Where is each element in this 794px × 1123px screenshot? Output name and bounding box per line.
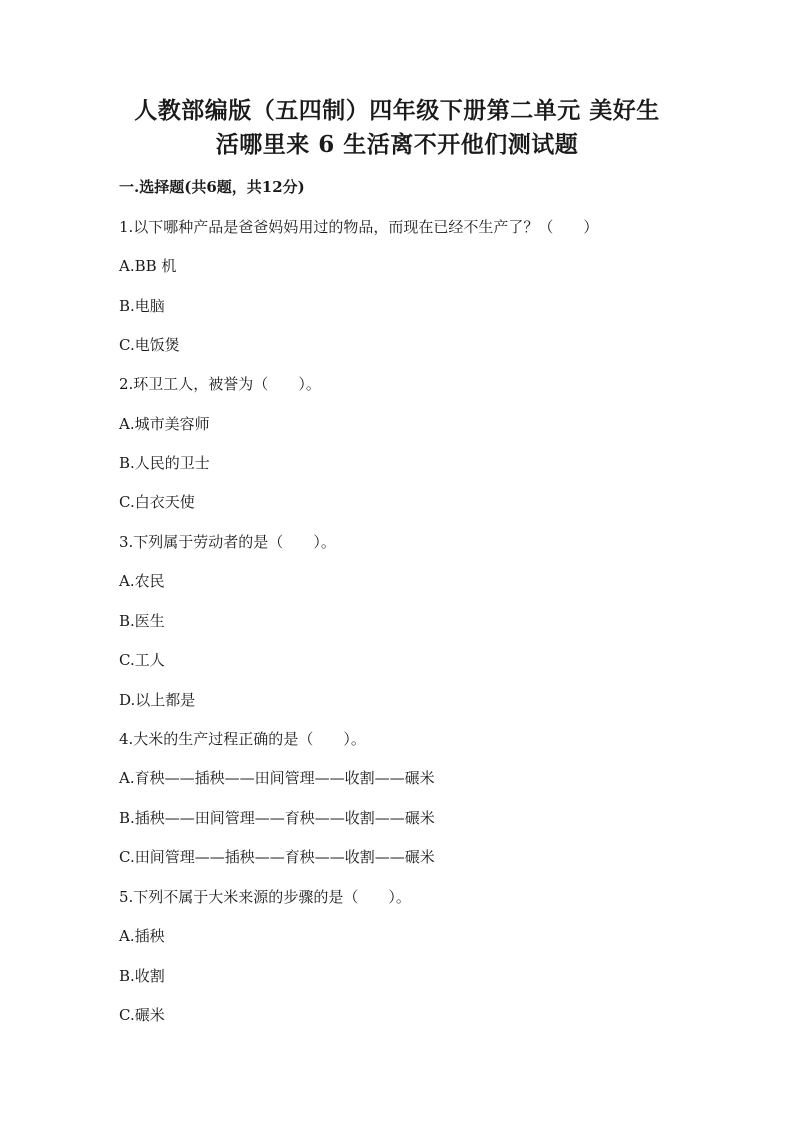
question-4-option-b: B.插秧——田间管理——育秧——收割——碾米 xyxy=(119,809,435,827)
question-4: 4.大米的生产过程正确的是（ ）。 xyxy=(119,730,366,748)
question-5-option-a: A.插秧 xyxy=(119,927,165,945)
question-3-option-c: C.工人 xyxy=(119,651,165,669)
question-3-option-b: B.医生 xyxy=(119,612,165,630)
question-4-option-a: A.育秧——插秧——田间管理——收割——碾米 xyxy=(119,769,435,787)
document-title-line-1: 人教部编版（五四制）四年级下册第二单元 美好生 xyxy=(134,97,660,124)
question-2-option-c: C.白衣天使 xyxy=(119,493,195,511)
question-3-option-d: D.以上都是 xyxy=(119,691,196,709)
document-title-line-2: 活哪里来 6 生活离不开他们测试题 xyxy=(215,131,579,158)
question-1-option-c: C.电饭煲 xyxy=(119,336,180,354)
question-2-option-b: B.人民的卫士 xyxy=(119,454,210,472)
question-2: 2.环卫工人，被誉为（ ）。 xyxy=(119,375,321,393)
section-heading: 一.选择题(共6题，共12分) xyxy=(119,178,305,196)
question-5: 5.下列不属于大米来源的步骤的是（ ）。 xyxy=(119,888,411,906)
question-1: 1.以下哪种产品是爸爸妈妈用过的物品，而现在已经不生产了？（ ） xyxy=(119,218,599,236)
question-3-option-a: A.农民 xyxy=(119,572,165,590)
question-2-option-a: A.城市美容师 xyxy=(119,415,210,433)
question-5-option-c: C.碾米 xyxy=(119,1006,165,1024)
question-1-option-a: A.BB 机 xyxy=(119,257,177,275)
question-5-option-b: B.收割 xyxy=(119,967,165,985)
question-1-option-b: B.电脑 xyxy=(119,297,165,315)
question-4-option-c: C.田间管理——插秧——育秧——收割——碾米 xyxy=(119,848,435,866)
question-3: 3.下列属于劳动者的是（ ）。 xyxy=(119,533,336,551)
